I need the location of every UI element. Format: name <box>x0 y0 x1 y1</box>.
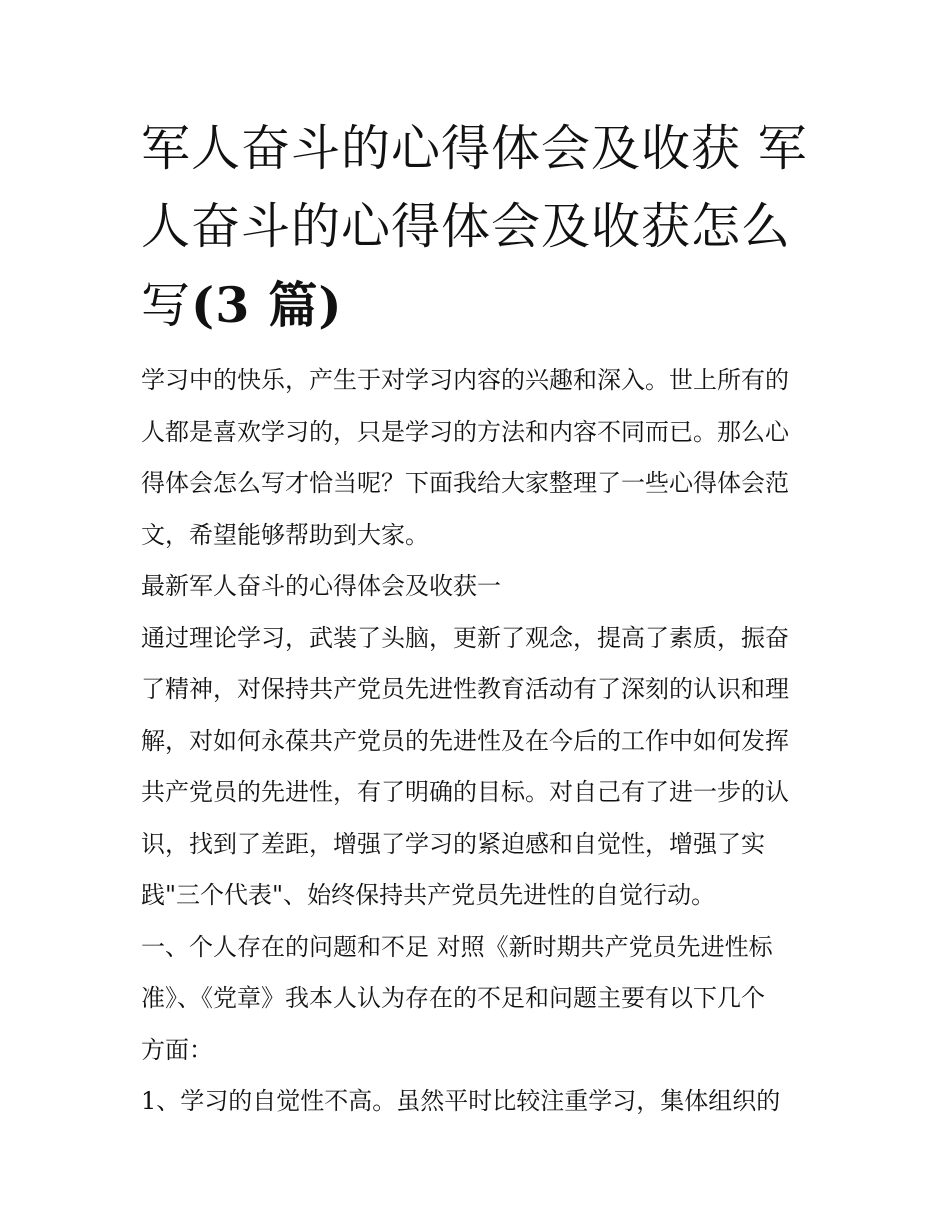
document-body <box>141 355 821 1128</box>
body-line: 践"三个代表"、始终保持共产党员先进性的自觉行动。 <box>141 881 716 909</box>
body-line: 准》、《党章》我本人认为存在的不足和问题主要有以下几个 <box>141 984 765 1012</box>
body-line: 识，找到了差距，增强了学习的紧迫感和自觉性，增强了实 <box>141 829 765 858</box>
body-line: 了精神，对保持共产党员先进性教育活动有了深刻的认识和理 <box>141 675 789 703</box>
title-line-3-text: 写 <box>141 277 192 334</box>
section-heading: 最新军人奋斗的心得体会及收获一 <box>141 572 501 600</box>
body-line: 通过理论学习，武装了头脑，更新了观念，提高了素质，振奋 <box>141 623 789 652</box>
body-line: 学习中的快乐，产生于对学习内容的兴趣和深入。世上所有的 <box>141 366 789 394</box>
title-article-count: (3 篇) <box>191 276 343 334</box>
body-line: 文，希望能够帮助到大家。 <box>141 520 429 549</box>
title-line-1: 军人奋斗的心得体会及收获 军 <box>141 120 808 177</box>
body-line: 人都是喜欢学习的，只是学习的方法和内容不同而已。那么心 <box>141 417 789 446</box>
subsection-heading: 一、个人存在的问题和不足 对照《新时期共产党员先进性标 <box>141 932 773 961</box>
body-line: 得体会怎么写才恰当呢？下面我给大家整理了一些心得体会范 <box>141 469 789 497</box>
body-line: 共产党员的先进性，有了明确的目标。对自己有了进一步的认 <box>141 778 789 806</box>
title-line-3 <box>141 266 821 345</box>
body-line: 解，对如何永葆共产党员的先进性及在今后的工作中如何发挥 <box>141 726 789 755</box>
numbered-point: 1、学习的自觉性不高。虽然平时比较注重学习，集体组织的 <box>141 1087 781 1115</box>
body-line: 方面： <box>141 1035 213 1064</box>
title-line-2: 人奋斗的心得体会及收获怎么 <box>141 198 792 255</box>
document-content <box>141 110 821 1128</box>
document-title <box>141 110 821 345</box>
